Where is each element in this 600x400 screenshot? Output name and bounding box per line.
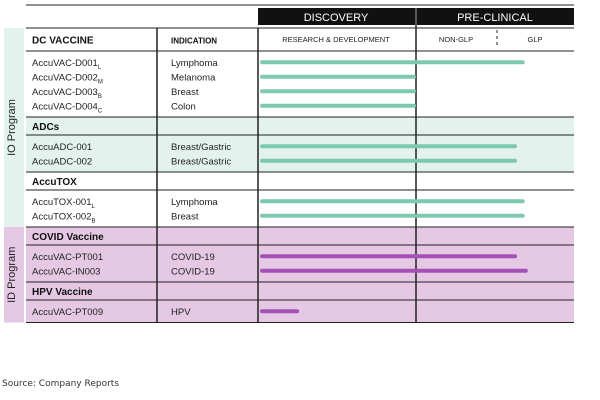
drug-label: AccuTOX-$002_B$ [32, 211, 96, 225]
group-band [26, 245, 574, 282]
drug-label: AccuADC-001 [32, 141, 93, 153]
indication-label: COVID-19 [171, 266, 215, 278]
group-header: DC VACCINE [32, 35, 94, 47]
group-band [26, 227, 574, 245]
preclinical-header: PRE-CLINICAL [457, 12, 533, 24]
rd-subheader: RESEARCH & DEVELOPMENT [282, 35, 390, 44]
drug-subscript: M [97, 79, 103, 86]
progress-bar [260, 75, 416, 79]
nonglp-subheader: NON-GLP [438, 35, 474, 44]
indication-label: Melanoma [171, 72, 216, 84]
indication-label: HPV [171, 306, 191, 318]
drug-label: AccuVAC-PT001 [32, 251, 104, 263]
drug-subscript: L [97, 64, 102, 71]
program-label: IO Program [6, 99, 18, 156]
drug-subscript: B [97, 93, 102, 100]
progress-bar [260, 144, 517, 148]
drug-subscript: L [91, 203, 95, 210]
group-header: AccuTOX [32, 177, 77, 188]
indication-label: COVID-19 [171, 251, 215, 263]
drug-label: AccuVAC-$D003_B$ [32, 86, 102, 100]
drug-label: AccuVAC-$D002_M$ [32, 72, 103, 86]
drug-subscript: B [91, 218, 96, 225]
group-header: COVID Vaccine [32, 232, 104, 243]
progress-bar [260, 159, 517, 163]
group-band [26, 282, 574, 300]
drug-label: AccuTOX-$001_L$ [32, 196, 95, 210]
progress-bar [260, 104, 416, 108]
drug-label: AccuVAC-IN003 [32, 266, 101, 278]
indication-label: Breast [171, 86, 199, 98]
drug-subscript: C [97, 108, 103, 115]
source-note: Source: Company Reports [2, 379, 120, 389]
group-header: ADCs [32, 122, 60, 133]
progress-bar [260, 60, 525, 64]
indication-label: Colon [171, 101, 196, 113]
group-band [26, 300, 574, 323]
discovery-header: DISCOVERY [303, 12, 369, 24]
progress-bar [260, 309, 299, 313]
glp-subheader: GLP [527, 35, 543, 44]
progress-bar [260, 269, 528, 273]
progress-bar [260, 89, 416, 93]
program-label: ID Program [6, 246, 18, 303]
indication-label: Breast/Gastric [171, 141, 232, 153]
indication-label: Breast/Gastric [171, 156, 232, 168]
indication-label: Lymphoma [171, 57, 218, 69]
group-header: HPV Vaccine [32, 287, 93, 298]
progress-bar [260, 214, 525, 218]
drug-label: AccuVAC-PT009 [32, 306, 104, 318]
indication-label: Lymphoma [171, 196, 218, 208]
drug-label: AccuVAC-$D004_C$ [32, 101, 103, 115]
progress-bar [260, 199, 525, 203]
drug-label: AccuVAC-$D001_L$ [32, 57, 102, 71]
progress-bar [260, 254, 517, 258]
indication-header: INDICATION [171, 36, 218, 46]
drug-label: AccuADC-002 [32, 156, 93, 168]
indication-label: Breast [171, 211, 199, 223]
